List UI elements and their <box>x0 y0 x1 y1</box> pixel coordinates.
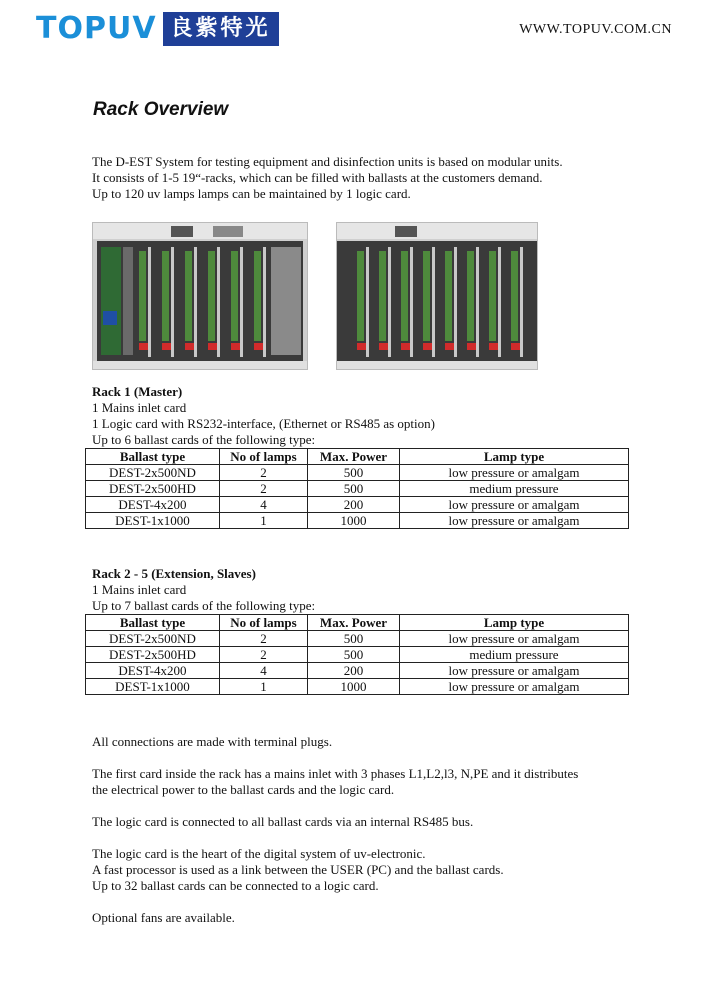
cell-ballast-type: DEST-2x500ND <box>86 631 220 647</box>
table-row <box>86 647 629 663</box>
logo-text: TOPUV <box>36 11 157 46</box>
cell-lamp-type: low pressure or amalgam <box>400 631 629 647</box>
paragraph-logic-card <box>92 846 652 894</box>
page-header <box>0 0 720 60</box>
rack-photo-extension <box>336 222 538 370</box>
col-header-no-of-lamps: No of lamps <box>220 449 308 465</box>
cell-ballast-type: DEST-1x1000 <box>86 679 220 695</box>
cell-max-power: 1000 <box>308 679 400 695</box>
rack1-line: 1 Mains inlet card <box>92 400 187 415</box>
cell-no-of-lamps: 4 <box>220 663 308 679</box>
col-header-no-of-lamps: No of lamps <box>220 615 308 631</box>
rack2-line: Up to 7 ballast cards of the following type: <box>92 598 316 613</box>
paragraph-rs485: The logic card is connected to all ballast cards via an internal RS485 bus. <box>92 814 474 829</box>
cell-ballast-type: DEST-2x500ND <box>86 465 220 481</box>
cell-no-of-lamps: 2 <box>220 465 308 481</box>
intro-paragraph <box>92 154 563 202</box>
text-line: Up to 32 ballast cards can be connected to a logic card. <box>92 878 379 893</box>
cell-max-power: 500 <box>308 465 400 481</box>
cell-ballast-type: DEST-2x500HD <box>86 481 220 497</box>
text-line: The first card inside the rack has a mains inlet with 3 phases L1,L2,l3, N,PE and it distributes <box>92 766 579 781</box>
cell-ballast-type: DEST-2x500HD <box>86 647 220 663</box>
col-header-ballast-type: Ballast type <box>86 449 220 465</box>
cell-no-of-lamps: 2 <box>220 647 308 663</box>
rack1-section <box>92 384 629 529</box>
col-header-ballast-type: Ballast type <box>86 615 220 631</box>
rack-extension-image <box>337 223 537 369</box>
rack2-heading: Rack 2 - 5 (Extension, Slaves) <box>92 566 256 581</box>
table-row <box>86 631 629 647</box>
cell-lamp-type: low pressure or amalgam <box>400 465 629 481</box>
cell-max-power: 200 <box>308 497 400 513</box>
col-header-max-power: Max. Power <box>308 615 400 631</box>
website-url: WWW.TOPUV.COM.CN <box>519 22 672 37</box>
table-row <box>86 481 629 497</box>
cell-max-power: 500 <box>308 631 400 647</box>
rack-master-image <box>93 223 307 369</box>
table-row <box>86 663 629 679</box>
cell-max-power: 500 <box>308 481 400 497</box>
table-header-row <box>86 615 629 631</box>
col-header-lamp-type: Lamp type <box>400 615 629 631</box>
cell-no-of-lamps: 4 <box>220 497 308 513</box>
cell-no-of-lamps: 1 <box>220 679 308 695</box>
text-line: The logic card is the heart of the digital system of uv-electronic. <box>92 846 426 861</box>
intro-line: The D-EST System for testing equipment and disinfection units is based on modular units. <box>92 154 563 169</box>
company-logo <box>36 12 279 46</box>
page-title: Rack Overview <box>93 99 229 120</box>
rack1-heading: Rack 1 (Master) <box>92 384 183 399</box>
cell-lamp-type: medium pressure <box>400 647 629 663</box>
cell-ballast-type: DEST-1x1000 <box>86 513 220 529</box>
cell-lamp-type: medium pressure <box>400 481 629 497</box>
cell-lamp-type: low pressure or amalgam <box>400 497 629 513</box>
text-line: the electrical power to the ballast cards and the logic card. <box>92 782 395 797</box>
intro-line: It consists of 1-5 19“-racks, which can be filled with ballasts at the customers demand. <box>92 170 543 185</box>
paragraph-mains-inlet <box>92 766 652 798</box>
table-row <box>86 679 629 695</box>
rack2-line: 1 Mains inlet card <box>92 582 187 597</box>
table-header-row <box>86 449 629 465</box>
rack1-ballast-table <box>85 448 629 529</box>
rack2-section <box>92 566 629 695</box>
cell-ballast-type: DEST-4x200 <box>86 497 220 513</box>
cell-lamp-type: low pressure or amalgam <box>400 679 629 695</box>
intro-line: Up to 120 uv lamps lamps can be maintained by 1 logic card. <box>92 186 411 201</box>
rack-photo-master <box>92 222 308 370</box>
cell-no-of-lamps: 1 <box>220 513 308 529</box>
paragraph-connections: All connections are made with terminal plugs. <box>92 734 333 749</box>
cell-lamp-type: low pressure or amalgam <box>400 513 629 529</box>
col-header-max-power: Max. Power <box>308 449 400 465</box>
cell-max-power: 1000 <box>308 513 400 529</box>
cell-lamp-type: low pressure or amalgam <box>400 663 629 679</box>
col-header-lamp-type: Lamp type <box>400 449 629 465</box>
cell-max-power: 200 <box>308 663 400 679</box>
cell-ballast-type: DEST-4x200 <box>86 663 220 679</box>
paragraph-fans: Optional fans are available. <box>92 910 235 925</box>
rack1-line: 1 Logic card with RS232-interface, (Ethernet or RS485 as option) <box>92 416 435 431</box>
cell-no-of-lamps: 2 <box>220 631 308 647</box>
table-row <box>86 497 629 513</box>
text-line: A fast processor is used as a link between the USER (PC) and the ballast cards. <box>92 862 504 877</box>
table-row <box>86 513 629 529</box>
rack2-ballast-table <box>85 614 629 695</box>
cell-max-power: 500 <box>308 647 400 663</box>
body-text <box>92 734 652 942</box>
cell-no-of-lamps: 2 <box>220 481 308 497</box>
table-row <box>86 465 629 481</box>
rack1-line: Up to 6 ballast cards of the following type: <box>92 432 316 447</box>
logo-chinese-name: 良紫特光 <box>163 12 279 46</box>
